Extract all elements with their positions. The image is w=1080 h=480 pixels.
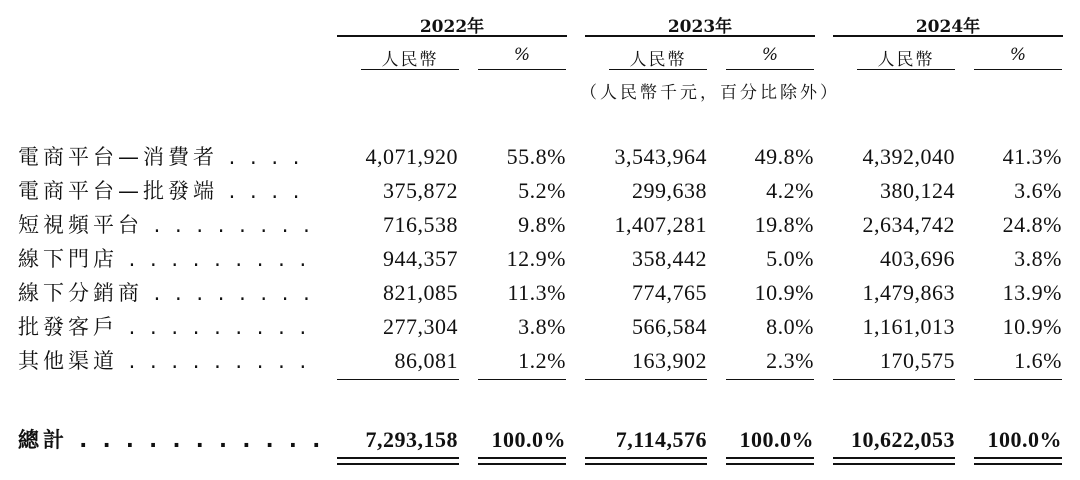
value-rmb-2023: 1,407,281	[614, 212, 707, 237]
value-pct-2024: 1.6%	[1014, 348, 1062, 373]
currency-header-2023: 人民幣	[629, 50, 687, 70]
value-rmb-2024: 170,575	[880, 348, 955, 373]
value-pct-2022: 55.8%	[506, 144, 566, 169]
total-rmb-2023: 7,114,576	[615, 427, 707, 452]
sub-underline-rmb-2022	[361, 69, 459, 70]
subtotal-rule-pct-2022	[478, 379, 566, 380]
value-rmb-2024: 380,124	[880, 178, 955, 203]
percent-header-2023: %	[761, 45, 779, 65]
total-double-rule-rmb-2022	[337, 457, 459, 465]
value-rmb-2024: 1,161,013	[862, 314, 955, 339]
value-rmb-2023: 3,543,964	[614, 144, 707, 169]
value-pct-2023: 4.2%	[766, 178, 814, 203]
sub-underline-rmb-2024	[857, 69, 955, 70]
percent-header-2024: %	[1009, 45, 1027, 65]
value-pct-2023: 49.8%	[754, 144, 814, 169]
table-row	[0, 208, 1080, 242]
value-pct-2022: 1.2%	[518, 348, 566, 373]
value-rmb-2022: 4,071,920	[365, 144, 458, 169]
subtotal-rule-pct-2023	[726, 379, 814, 380]
value-rmb-2022: 944,357	[383, 246, 458, 271]
row-label: 線下分銷商 . . . . . . . .	[18, 281, 314, 305]
value-pct-2022: 11.3%	[507, 280, 566, 305]
value-rmb-2022: 821,085	[383, 280, 458, 305]
value-pct-2022: 12.9%	[506, 246, 566, 271]
value-pct-2024: 3.8%	[1014, 246, 1062, 271]
row-label: 線下門店 . . . . . . . . .	[18, 247, 311, 271]
total-rmb-2024: 10,622,053	[851, 427, 955, 452]
unit-note: （人民幣千元，百分比除外）	[580, 83, 840, 103]
total-row	[0, 423, 1080, 457]
total-double-rule-rmb-2024	[833, 457, 955, 465]
value-pct-2023: 10.9%	[754, 280, 814, 305]
value-rmb-2023: 358,442	[632, 246, 707, 271]
total-double-rule-pct-2023	[726, 457, 814, 465]
subtotal-rule-rmb-2023	[585, 379, 707, 380]
value-pct-2022: 9.8%	[518, 212, 566, 237]
value-rmb-2022: 86,081	[394, 348, 458, 373]
table-row	[0, 174, 1080, 208]
value-pct-2023: 19.8%	[754, 212, 814, 237]
currency-header-2022: 人民幣	[381, 50, 439, 70]
sub-underline-pct-2024	[974, 69, 1062, 70]
row-label: 電商平台—批發端 . . . .	[18, 179, 304, 203]
table-row	[0, 344, 1080, 378]
subtotal-rule-rmb-2024	[833, 379, 955, 380]
total-label: 總計 . . . . . . . . . . .	[18, 428, 325, 452]
value-rmb-2024: 2,634,742	[862, 212, 955, 237]
sub-underline-pct-2022	[478, 69, 566, 70]
value-pct-2024: 10.9%	[1002, 314, 1062, 339]
year-header-2022: 2022年	[419, 17, 485, 37]
value-pct-2022: 3.8%	[518, 314, 566, 339]
total-double-rule-pct-2024	[974, 457, 1062, 465]
value-rmb-2022: 277,304	[383, 314, 458, 339]
sub-underline-pct-2023	[726, 69, 814, 70]
value-pct-2024: 3.6%	[1014, 178, 1062, 203]
value-rmb-2023: 299,638	[632, 178, 707, 203]
total-rmb-2022: 7,293,158	[365, 427, 458, 452]
row-label: 電商平台—消費者 . . . .	[18, 145, 304, 169]
total-pct-2023: 100.0%	[739, 427, 814, 452]
total-pct-2022: 100.0%	[491, 427, 566, 452]
year-underline-2023	[585, 35, 815, 37]
year-header-2024: 2024年	[915, 17, 981, 37]
sub-underline-rmb-2023	[609, 69, 707, 70]
total-double-rule-pct-2022	[478, 457, 566, 465]
row-label: 短視頻平台 . . . . . . . .	[18, 213, 314, 237]
value-rmb-2024: 4,392,040	[862, 144, 955, 169]
subtotal-rule-rmb-2022	[337, 379, 459, 380]
value-pct-2024: 24.8%	[1002, 212, 1062, 237]
percent-header-2022: %	[513, 45, 531, 65]
year-underline-2022	[337, 35, 567, 37]
table-row	[0, 140, 1080, 174]
value-rmb-2022: 375,872	[383, 178, 458, 203]
value-rmb-2023: 774,765	[632, 280, 707, 305]
table-row	[0, 310, 1080, 344]
currency-header-2024: 人民幣	[877, 50, 935, 70]
total-double-rule-rmb-2023	[585, 457, 707, 465]
table-row	[0, 276, 1080, 310]
total-pct-2024: 100.0%	[987, 427, 1062, 452]
value-pct-2024: 13.9%	[1002, 280, 1062, 305]
value-rmb-2023: 163,902	[632, 348, 707, 373]
row-label: 批發客戶 . . . . . . . . .	[18, 315, 311, 339]
value-pct-2022: 5.2%	[518, 178, 566, 203]
value-rmb-2024: 403,696	[880, 246, 955, 271]
year-header-2023: 2023年	[667, 17, 733, 37]
value-rmb-2023: 566,584	[632, 314, 707, 339]
value-pct-2023: 5.0%	[766, 246, 814, 271]
value-rmb-2024: 1,479,863	[862, 280, 955, 305]
year-underline-2024	[833, 35, 1063, 37]
value-pct-2023: 8.0%	[766, 314, 814, 339]
value-pct-2023: 2.3%	[766, 348, 814, 373]
value-pct-2024: 41.3%	[1002, 144, 1062, 169]
subtotal-rule-pct-2024	[974, 379, 1062, 380]
row-label: 其他渠道 . . . . . . . . .	[18, 349, 311, 373]
value-rmb-2022: 716,538	[383, 212, 458, 237]
table-row	[0, 242, 1080, 276]
